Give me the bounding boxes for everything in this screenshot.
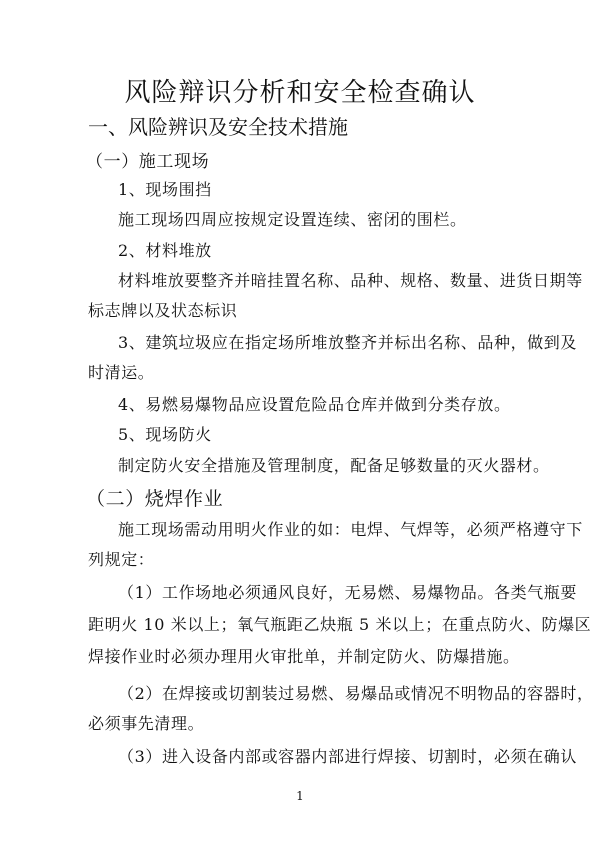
paragraph-material-stacking-line: 材料堆放要整齐并暗挂置名称、品种、规格、数量、进货日期等 (118, 271, 583, 290)
paragraph-welding-rule-2-line: 必须事先清理。 (88, 714, 205, 733)
paragraph-flammable-storage: 4、易燃易爆物品应设置危险品仓库并做到分类存放。 (118, 395, 511, 414)
paragraph-welding-rule-1-line: 焊接作业时必须办理用火审批单，并制定防火、防爆措施。 (88, 647, 520, 666)
paragraph-construction-waste-line: 时清运。 (88, 363, 155, 382)
paragraph-welding-rule-1-line: （1）工作场地必须通风良好，无易燃、易爆物品。各类气瓶要 (118, 583, 577, 602)
paragraph-welding-intro-line: 列规定： (88, 550, 155, 569)
paragraph-welding-rule-3-line: （3）进入设备内部或容器内部进行焊接、切割时，必须在确认 (118, 747, 577, 766)
paragraph-construction-waste-line: 3、建筑垃圾应在指定场所堆放整齐并标出名称、品种，做到及 (118, 333, 577, 352)
paragraph-welding-rule-2-line: （2）在焊接或切割装过易燃、易爆品或情况不明物品的容器时， (118, 684, 594, 703)
paragraph-fire-prevention: 制定防火安全措施及管理制度，配备足够数量的灭火器材。 (118, 456, 550, 475)
paragraph-material-stacking-line: 标志牌以及状态标识 (88, 301, 238, 320)
section-heading-construction-site: （一）施工现场 (86, 152, 210, 172)
item-heading-site-enclosure: 1、现场围挡 (118, 180, 212, 199)
page-number: 1 (296, 789, 304, 803)
item-heading-fire-prevention: 5、现场防火 (118, 425, 212, 444)
heading-risk-identification: 一、风险辨识及安全技术措施 (88, 115, 348, 139)
paragraph-site-enclosure: 施工现场四周应按规定设置连续、密闭的围栏。 (118, 210, 467, 229)
paragraph-welding-intro-line: 施工现场需动用明火作业的如：电焊、气焊等，必须严格遵守下 (118, 520, 583, 539)
paragraph-welding-rule-1-line: 距明火 10 米以上；氧气瓶距乙炔瓶 5 米以上；在重点防火、防爆区 (88, 615, 592, 634)
page-title: 风险辩识分析和安全检查确认 (124, 78, 476, 108)
item-heading-material-stacking: 2、材料堆放 (118, 241, 212, 260)
section-heading-welding-work: （二）烧焊作业 (86, 488, 224, 510)
